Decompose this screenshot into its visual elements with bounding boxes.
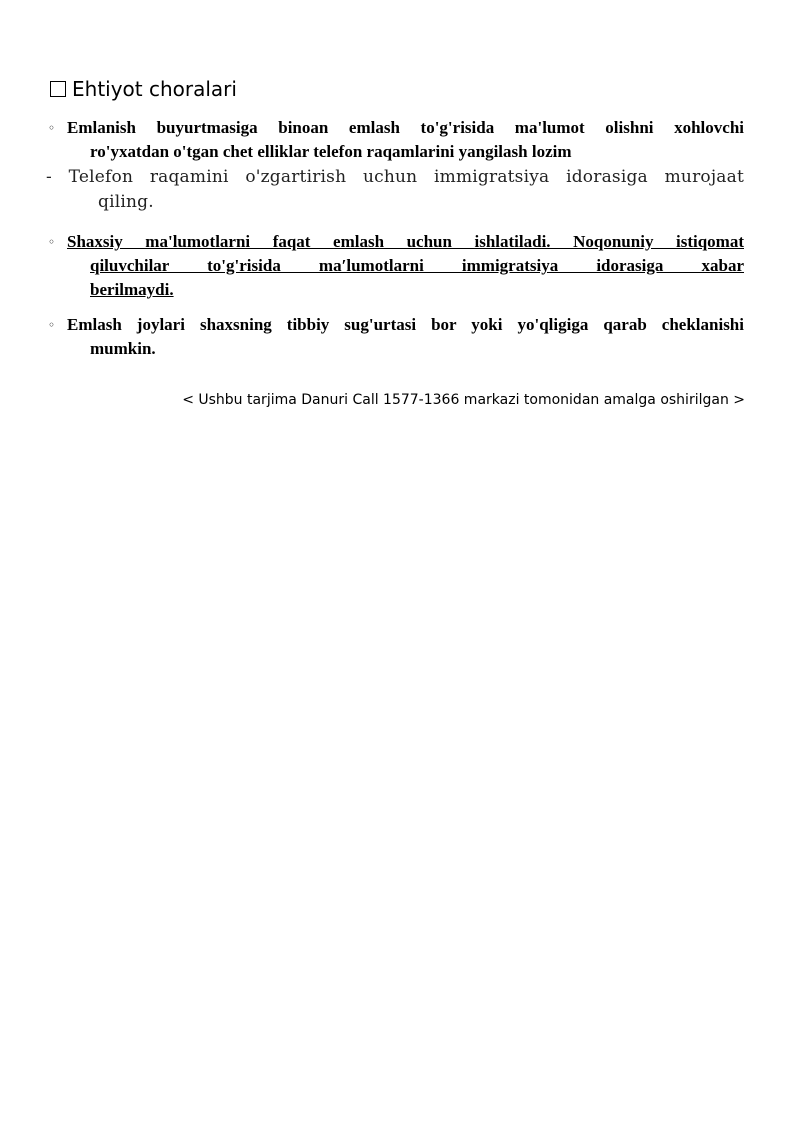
list-item-line: Emlash joylari shaxsning tibbiy sug'urtasi bor yoki yo'qligiga qarab cheklanishi [67,315,744,334]
list-item-line: berilmaydi. [90,280,174,299]
bullet-icon: ◦ [48,235,56,249]
list-item-text [67,116,746,164]
list-item [48,116,746,164]
bullet-icon: ◦ [48,121,56,135]
checkbox-square-icon [50,81,66,97]
list-item-line: Emlanish buyurtmasiga binoan emlash to'g'risida ma'lumot olishni xohlovchi [67,118,744,137]
list-item [48,313,746,361]
list-item-text [67,313,746,361]
list-item-text [67,230,746,302]
list-item-line: mumkin. [90,339,156,358]
note-item [46,165,744,215]
note-line: - Telefon raqamini o'zgartirish uchun immigratsiya idorasiga murojaat [46,167,744,187]
list-item-line: Shaxsiy ma'lumotlarni faqat emlash uchun ishlatiladi. Noqonuniy istiqomat [67,232,744,251]
bullet-icon: ◦ [48,318,56,332]
translation-footer: < Ushbu tarjima Danuri Call 1577-1366 markazi tomonidan amalga oshirilgan > [182,392,745,408]
note-line: qiling. [98,192,154,212]
list-item-line: qiluvchilar to'g'risida ma′lumotlarni immigratsiya idorasiga xabar [90,256,744,275]
list-item [48,230,746,302]
section-title: Ehtiyot choralari [72,77,237,101]
list-item-line: ro'yxatdan o'tgan chet elliklar telefon raqamlarini yangilash lozim [90,142,572,161]
section-heading [50,76,237,102]
